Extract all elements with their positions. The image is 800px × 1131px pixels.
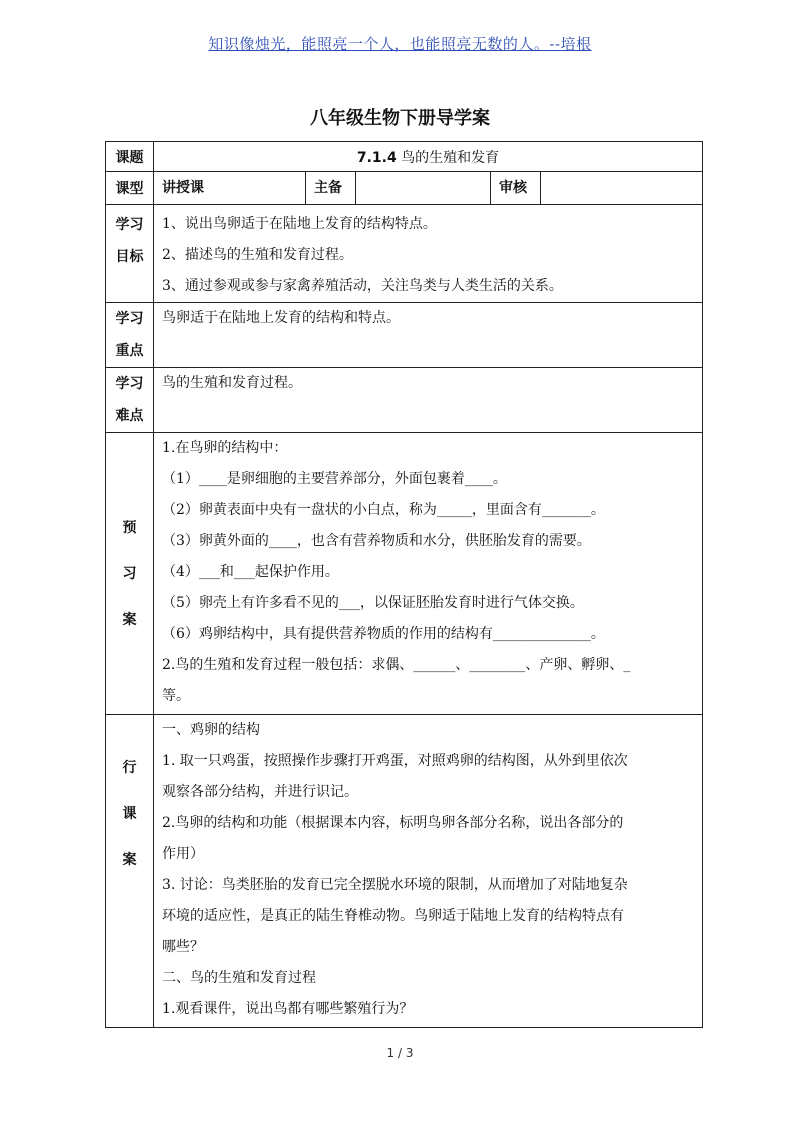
lesson-content (154, 715, 703, 1028)
host-value[interactable] (356, 172, 491, 205)
preview-line: 1.在鸟卵的结构中： (162, 440, 288, 456)
row-difficulty (106, 368, 703, 433)
topic-label: 课题 (106, 142, 154, 172)
lesson-line: 观察各部分结构，并进行识记。 (162, 784, 358, 800)
lesson-line: 1. 取一只鸡蛋，按照操作步骤打开鸡蛋，对照鸡卵的结构图，从外到里依次 (162, 753, 628, 769)
page-number: 1 / 3 (386, 1046, 414, 1060)
preview-content (154, 433, 703, 715)
goal-item: 1、说出鸟卵适于在陆地上发育的结构特点。 (162, 216, 437, 232)
row-lesson (106, 715, 703, 1028)
type-value: 讲授课 (154, 172, 306, 205)
preview-line: （1）____是卵细胞的主要营养部分，外面包裹着____。 (162, 471, 507, 487)
type-label: 课型 (106, 172, 154, 205)
difficulty-content: 鸟的生殖和发育过程。 (154, 368, 703, 433)
review-value[interactable] (541, 172, 703, 205)
lesson-line: 3. 讨论：鸟类胚胎的发育已完全摆脱水环境的限制，从而增加了对陆地复杂 (162, 877, 628, 893)
row-topic (106, 142, 703, 172)
goals-content (154, 205, 703, 303)
goals-label: 学习 目标 (106, 205, 154, 303)
preview-line: （6）鸡卵结构中，具有提供营养物质的作用的结构有______________。 (162, 626, 605, 642)
lesson-line: 一、鸡卵的结构 (162, 722, 260, 738)
difficulty-label: 学习 难点 (106, 368, 154, 433)
keypoints-content: 鸟卵适于在陆地上发育的结构和特点。 (154, 303, 703, 368)
preview-line: （5）卵壳上有许多看不见的___，以保证胚胎发育时进行气体交换。 (162, 595, 584, 611)
topic-number: 7.1.4 (356, 149, 397, 166)
topic-value (154, 142, 703, 172)
preview-line: （3）卵黄外面的____，也含有营养物质和水分，供胚胎发育的需要。 (162, 533, 591, 549)
lesson-line: 1.观看课件，说出鸟都有哪些繁殖行为？ (162, 1001, 414, 1017)
lesson-line: 二、鸟的生殖和发育过程 (162, 970, 316, 986)
row-keypoints (106, 303, 703, 368)
lesson-line: 作用） (162, 846, 204, 862)
goal-item: 2、描述鸟的生殖和发育过程。 (162, 247, 353, 263)
preview-line: （4）___和___起保护作用。 (162, 564, 339, 580)
lesson-line: 环境的适应性，是真正的陆生脊椎动物。鸟卵适于陆地上发育的结构特点有 (162, 908, 624, 924)
motto-header: 知识像烛光，能照亮一个人，也能照亮无数的人。--培根 (208, 35, 592, 53)
row-goals (106, 205, 703, 303)
lesson-plan-table (105, 141, 703, 1028)
preview-line: 等。 (162, 688, 190, 704)
document-title: 八年级生物下册导学案 (310, 108, 490, 129)
lesson-line: 哪些？ (162, 939, 204, 955)
row-type (106, 172, 703, 205)
review-label: 审核 (491, 172, 541, 205)
preview-line: （2）卵黄表面中央有一盘状的小白点，称为_____，里面含有_______。 (162, 502, 605, 518)
keypoints-label: 学习 重点 (106, 303, 154, 368)
goal-item: 3、通过参观或参与家禽养殖活动，关注鸟类与人类生活的关系。 (162, 278, 563, 294)
host-label: 主备 (306, 172, 356, 205)
topic-name: 鸟的生殖和发育 (401, 149, 500, 166)
row-preview (106, 433, 703, 715)
preview-label: 预 习 案 (106, 433, 154, 715)
lesson-line: 2.鸟卵的结构和功能（根据课本内容，标明鸟卵各部分名称，说出各部分的 (162, 815, 624, 831)
preview-line: 2.鸟的生殖和发育过程一般包括：求偶、______、________、产卵、孵卵、_ (162, 657, 631, 673)
lesson-label: 行 课 案 (106, 715, 154, 1028)
